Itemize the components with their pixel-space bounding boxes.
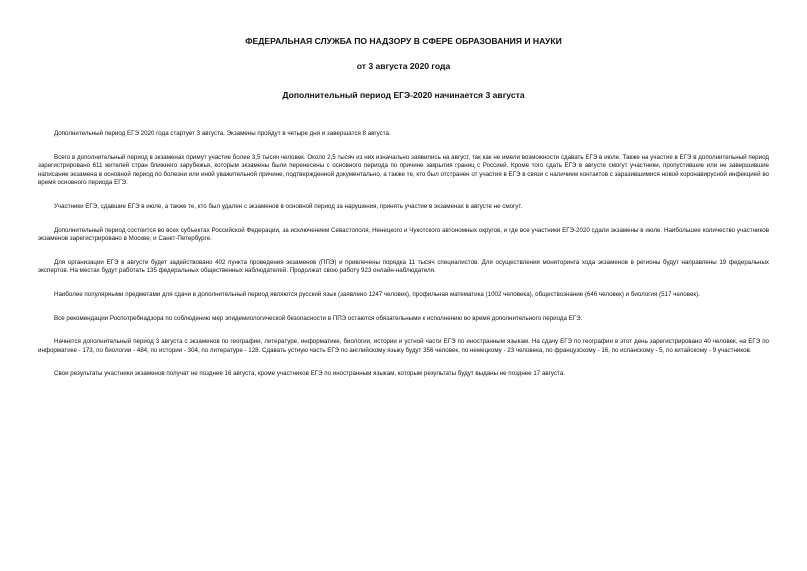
agency-heading: ФЕДЕРАЛЬНАЯ СЛУЖБА ПО НАДЗОРУ В СФЕРЕ ОБРАЗОВАНИЯ И НАУКИ — [245, 36, 562, 46]
paragraph-7: Все рекомендации Роспотребнадзора по соблюдению мер эпидемиологической безопасности в ППЭ остаются обязательными к исполнению во время дополнительного периода ЕГЭ. — [54, 314, 583, 322]
paragraph-3: Участники ЕГЭ, сдавшие ЕГЭ в июле, а также те, кто был удален с экзаменов в основной период за нарушения, принять участие в экзаменах в августе не смогут. — [54, 202, 523, 210]
paragraph-6: Наиболее популярными предметами для сдачи в дополнительный период являются русский язык (заявлено 1247 человек), профильная математика (1002 человека), обществознание (646 человек) и биология (517 человек). — [54, 290, 700, 298]
paragraph-2: Всего в дополнительный период в экзаменах примут участие более 3,5 тысяч человек. Около 2,5 тысяч из них изначально заявились на август, так как не имели возможности сдавать ЕГЭ в июле. Также на участие в ЕГЭ в дополнительный период зарегистрировано 611 жителей стран ближнего зарубежья, которым экзамены были перенесены с основного периода по причине закрытия границ с Россией. Кроме того сдать ЕГЭ в августе смогут участники, пропустившие или не завершившие написание экзамена в основной период по болезни или иной уважительной причине, подтвержденной документально, а также те, кто был отстранен от участия в ЕГЭ в связи с наличием контактов с заразившимися новой коронавирусной инфекцией во время основного периода ЕГЭ. — [38, 153, 769, 187]
paragraph-1: Дополнительный период ЕГЭ 2020 года стартует 3 августа. Экзамены пройдут в четыре дня и завершатся 8 августа. — [54, 130, 391, 137]
paragraph-5: Для организации ЕГЭ в августе будет задействовано 402 пункта проведения экзаменов (ППЭ) и привлечены порядка 11 тысяч специалистов. Для осуществления мониторинга хода экзаменов в регионы будут направлены 19 федеральных экспертов. На местах будут работать 135 федеральных общественных наблюдателей. Продолжат свою работу 923 онлайн-наблюдателя. — [38, 258, 769, 275]
document-body — [38, 130, 769, 379]
document-date: от 3 августа 2020 года — [356, 61, 451, 71]
paragraph-9: Свои результаты участники экзаменов получат не позднее 16 августа, кроме участников ЕГЭ по иностранным языкам, которым результаты будут выданы не позднее 17 августа. — [54, 370, 565, 378]
paragraph-8: Начнется дополнительный период 3 августа с экзаменов по географии, литературе, информатике, биологии, истории и устной части ЕГЭ по иностранным языкам. На сдачу ЕГЭ по географии в этот день зарегистрировано 40 человек, на ЕГЭ по информатике - 173, по биологии - 484, по истории - 304, по литературе - 128. Сдавать устную часть ЕГЭ по английскому языку будут 356 человек, по немецкому - 23 человека, по французскому - 16, по испанскому - 5, по китайскому - 9 участников. — [38, 338, 769, 354]
document-title: Дополнительный период ЕГЭ-2020 начинается 3 августа — [282, 90, 525, 100]
paragraph-4: Дополнительный период состоится во всех субъектах Российской Федерации, за исключением Севастополя, Ненецкого и Чукотского автономных округов, и где все участники ЕГЭ-2020 сдали экзамены в июле. Наибольшее количество участников экзаменов зарегистрировано в Москве, и Санкт-Петербурге. — [38, 226, 769, 243]
